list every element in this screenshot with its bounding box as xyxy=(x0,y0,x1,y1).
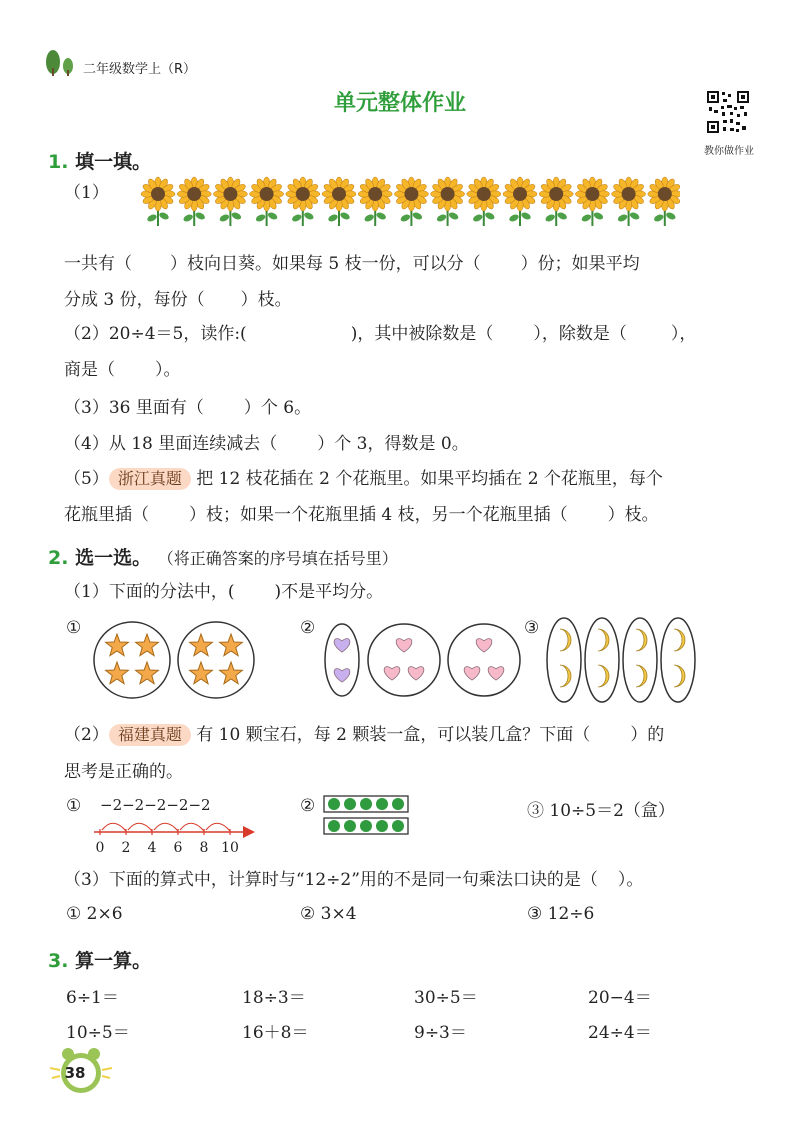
tree-logo-icon xyxy=(42,48,78,78)
section-2-title: 选一选。 xyxy=(75,547,152,569)
q2-1-option-1-label: ① xyxy=(66,618,82,638)
q1-1-line-1: 一共有（ ）枝向日葵。如果每 5 枝一份，可以分（ ）份；如果平均 xyxy=(64,254,640,274)
q2-2-option-3: ③ 10÷5＝2（盒） xyxy=(527,801,675,821)
sunflower-icon xyxy=(431,177,465,226)
sunflower-icon xyxy=(394,177,428,226)
q2-1-option-3-label: ③ xyxy=(524,618,540,638)
calc-item: 16＋8＝ xyxy=(242,1023,309,1043)
q1-2-line-1: （2）20÷4＝5，读作:( )，其中被除数是（ ），除数是（ ）， xyxy=(64,324,697,344)
q1-2-line-2: 商是（ ）。 xyxy=(64,360,181,380)
q2-2-line-2: 思考是正确的。 xyxy=(64,762,183,782)
q1-1-line-2: 分成 3 份，每份（ ）枝。 xyxy=(64,290,292,310)
q2-1-option-2-label: ② xyxy=(300,618,316,638)
sunflower-icon xyxy=(648,177,680,226)
numberline-jump-arc xyxy=(180,823,204,831)
q2-2-option-1-label: ① xyxy=(66,796,82,816)
bead-icon xyxy=(392,820,404,832)
numberline-tick-label: 6 xyxy=(173,840,183,856)
calc-item: 6÷1＝ xyxy=(66,988,119,1008)
section-3-heading xyxy=(48,946,151,973)
qr-code-icon[interactable] xyxy=(706,90,750,134)
sunflower-icon xyxy=(177,177,211,226)
bead-icon xyxy=(328,820,340,832)
q1-4: （4）从 18 里面连续减去（ ）个 3，得数是 0。 xyxy=(64,434,469,454)
sunflower-icon xyxy=(286,177,320,226)
bead-icon xyxy=(376,798,388,810)
q2-3-option-2: ② 3×4 xyxy=(300,904,357,924)
numberline-jump-arc xyxy=(206,823,230,831)
page-title: 单元整体作业 xyxy=(333,91,466,116)
stars-groups xyxy=(90,618,270,702)
q1-3: （3）36 里面有（ ）个 6。 xyxy=(64,398,312,418)
calc-item: 24÷4＝ xyxy=(588,1023,652,1043)
moons-groups xyxy=(546,614,714,706)
sunflower-icon xyxy=(141,177,175,226)
section-2-note: （将正确答案的序号填在括号里） xyxy=(157,549,398,568)
sunflower-icon xyxy=(612,177,646,226)
q2-1: （1）下面的分法中，( )不是平均分。 xyxy=(64,582,384,602)
numberline-tick-label: 0 xyxy=(95,840,105,856)
q1-1-label: （1） xyxy=(64,183,109,203)
calc-item: 20−4＝ xyxy=(588,988,652,1008)
q2-3: （3）下面的算式中，计算时与“12÷2”用的不是同一句乘法口诀的是（ ）。 xyxy=(64,870,644,890)
calc-item: 10÷5＝ xyxy=(66,1023,130,1043)
numberline-tick-label: 4 xyxy=(147,840,157,856)
zhejiang-badge: 浙江真题 xyxy=(109,468,191,490)
page-number: 38 xyxy=(64,1064,86,1082)
q1-5-line-1: （5） 浙江真题 把 12 枝花插在 2 个花瓶里。如果平均插在 2 个花瓶里，每个 xyxy=(64,469,663,489)
numberline-tick-label: 2 xyxy=(121,840,131,856)
bead-icon xyxy=(392,798,404,810)
q2-3-option-3: ③ 12÷6 xyxy=(527,904,595,924)
numberline-jump-arc xyxy=(128,823,152,831)
sunflower-icon xyxy=(467,177,501,226)
hearts-groups xyxy=(322,618,522,702)
sunflower-icon xyxy=(250,177,284,226)
sunflower-row xyxy=(140,176,680,232)
numberline-jump-arc xyxy=(102,823,126,831)
section-1-number: 1. xyxy=(48,151,69,173)
section-1-title: 填一填。 xyxy=(75,151,152,173)
sunflower-icon xyxy=(213,177,247,226)
sunflower-icon xyxy=(322,177,356,226)
q2-3-option-1: ① 2×6 xyxy=(66,904,123,924)
sunflower-icon xyxy=(503,177,537,226)
calc-item: 30÷5＝ xyxy=(414,988,478,1008)
section-1-heading xyxy=(48,147,151,174)
numberline-steps: −2−2−2−2−2 xyxy=(100,796,211,814)
numberline-tick-label: 8 xyxy=(199,840,209,856)
calc-item: 9÷3＝ xyxy=(414,1023,467,1043)
beads-boxes xyxy=(322,794,412,838)
section-3-title: 算一算。 xyxy=(75,950,152,972)
section-2-heading xyxy=(48,543,398,570)
sunflower-icon xyxy=(358,177,392,226)
numberline-jump-arc xyxy=(154,823,178,831)
sunflower-icon xyxy=(575,177,609,226)
fujian-badge: 福建真题 xyxy=(109,724,191,746)
grade-label: 二年级数学上（R） xyxy=(83,62,197,77)
bead-icon xyxy=(344,798,356,810)
qr-label: 教你做作业 xyxy=(704,146,754,157)
bead-icon xyxy=(360,820,372,832)
sunflower-icon xyxy=(539,177,573,226)
bead-icon xyxy=(328,798,340,810)
q1-5-line-2: 花瓶里插（ ）枝；如果一个花瓶里插 4 枝，另一个花瓶里插（ ）枝。 xyxy=(64,505,659,525)
calc-item: 18÷3＝ xyxy=(242,988,306,1008)
section-3-number: 3. xyxy=(48,950,69,972)
q2-2-option-2-label: ② xyxy=(300,796,316,816)
q2-2-line-1: （2） 福建真题 有 10 颗宝石，每 2 颗装一盒，可以装几盒？下面（ ）的 xyxy=(64,725,665,745)
bead-icon xyxy=(344,820,356,832)
section-2-number: 2. xyxy=(48,547,69,569)
numberline-tick-label: 10 xyxy=(221,840,239,856)
bead-icon xyxy=(360,798,372,810)
bead-icon xyxy=(376,820,388,832)
number-line xyxy=(90,812,260,858)
